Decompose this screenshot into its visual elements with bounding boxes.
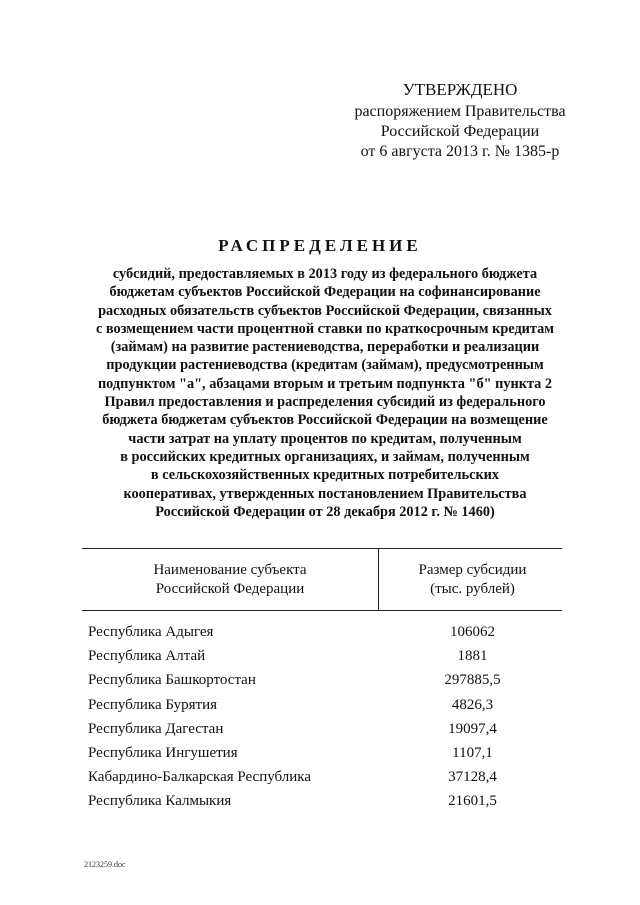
- subtitle-line: субсидий, предоставляемых в 2013 году из федерального бюджета: [112, 266, 538, 282]
- subsidy-amount: 21601,5: [448, 793, 497, 810]
- subtitle-line: бюджета бюджетам субъектов Российской Федерации на возмещение: [102, 412, 548, 429]
- header-name-line: Российской Федерации: [155, 581, 305, 597]
- subtitle-line: Правил предоставления и распределения субсидий из федерального: [104, 394, 546, 411]
- table-header-rule: [82, 610, 562, 611]
- table-header-name: [90, 561, 370, 599]
- subsidy-amount: 106062: [450, 624, 495, 640]
- approval-line: от 6 августа 2013 г. № 1385-р: [360, 143, 560, 160]
- header-amount-line: (тыс. рублей): [430, 581, 515, 597]
- subsidy-table-body: [0, 620, 640, 814]
- table-row: [0, 644, 640, 668]
- region-name: Республика Калмыкия: [88, 793, 232, 810]
- table-column-separator: [378, 548, 379, 610]
- subtitle-line: части затрат на уплату процентов по кредитам, полученным: [128, 430, 522, 447]
- region-name: Республика Алтай: [88, 648, 206, 665]
- table-row: [0, 668, 640, 692]
- subsidy-amount: 1881: [457, 648, 488, 665]
- subsidy-amount: 297885,5: [444, 672, 501, 689]
- region-name: Республика Ингушетия: [88, 744, 238, 761]
- subtitle-line: продукции растениеводства (кредитам (займам), предусмотренным: [106, 357, 544, 374]
- header-amount-line: Размер субсидии: [418, 562, 527, 578]
- table-row: [0, 789, 640, 813]
- subsidy-amount: 1107,1: [452, 744, 493, 761]
- region-name: Республика Бурятия: [88, 696, 218, 713]
- subsidy-amount: 4826,3: [451, 696, 494, 713]
- header-name-line: Наименование субъекта: [153, 562, 307, 578]
- document-subtitle: [60, 265, 590, 521]
- subtitle-line: в сельскохозяйственных кредитных потребительских: [150, 467, 500, 484]
- approval-line: распоряжением Правительства: [354, 103, 566, 120]
- region-name: Республика Дагестан: [88, 720, 224, 737]
- table-header-amount: [385, 561, 560, 599]
- subtitle-line: подпунктом "а", абзацами вторым и третьим подпункта "б" пункта 2: [97, 375, 553, 392]
- subtitle-line: с возмещением части процентной ставки по краткосрочным кредитам: [96, 320, 554, 337]
- subtitle-line: Российской Федерации от 28 декабря 2012 г. № 1460): [155, 503, 495, 520]
- document-title: РАСПРЕДЕЛЕНИЕ: [218, 236, 422, 255]
- subtitle-line: кооперативах, утвержденных постановлением Правительства: [123, 485, 527, 502]
- table-row: [0, 741, 640, 765]
- footer-filename: 2123259.doc: [84, 860, 126, 869]
- approval-line: Российской Федерации: [380, 123, 540, 140]
- approval-heading: УТВЕРЖДЕНО: [402, 80, 518, 99]
- subtitle-line: (займам) на развитие растениеводства, переработки и реализации: [110, 339, 540, 356]
- region-name: Республика Башкортостан: [88, 672, 256, 689]
- subsidy-amount: 37128,4: [448, 769, 497, 786]
- approval-block: [340, 80, 580, 162]
- subtitle-line: расходных обязательств субъектов Российской Федерации, связанных: [98, 302, 552, 319]
- table-row: [0, 765, 640, 789]
- region-name: Кабардино-Балкарская Республика: [88, 769, 312, 786]
- subsidy-amount: 19097,4: [448, 720, 497, 737]
- table-top-rule: [82, 548, 562, 549]
- region-name: Республика Адыгея: [88, 624, 214, 640]
- subtitle-line: бюджетам субъектов Российской Федерации на софинансирование: [109, 284, 541, 301]
- subtitle-line: в российских кредитных организациях, и займам, полученным: [120, 448, 530, 465]
- table-row: [0, 717, 640, 741]
- table-row: [0, 620, 640, 644]
- table-row: [0, 693, 640, 717]
